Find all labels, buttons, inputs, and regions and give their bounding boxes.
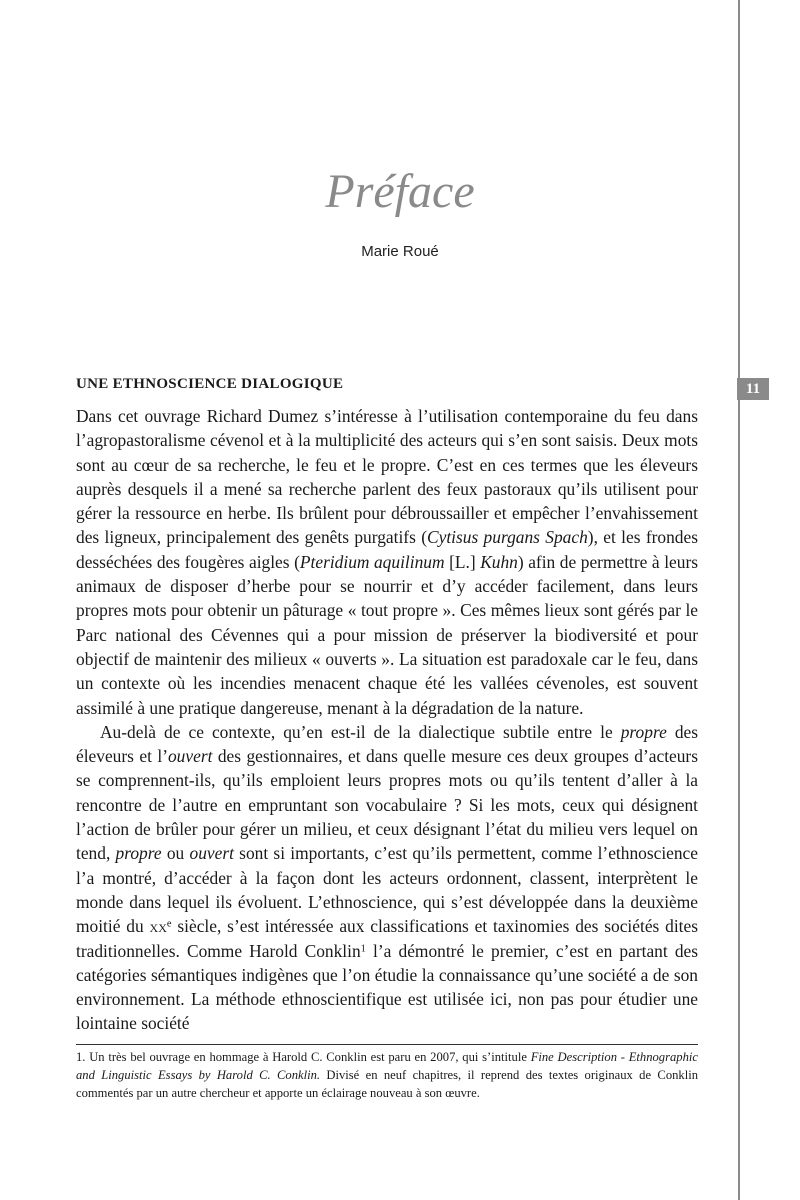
p2-text-3: des gestionnaires, et dans quelle mesure ces deux groupes d’acteurs se comprennent-ils, qu’ils emploient leurs propres mots ou qu’ils tentent d’aller à la rencontre de l’autre en empruntant son vocabulaire ? Si les mots, ceux qui désignent l’action de brûler pour gérer un milieu, et ceux désignant l’état du milieu vers lequel on tend, [76,746,698,864]
p2-term-propre-2: propre [115,843,162,864]
footnote-text-2: Divisé en neuf chapitres, il reprend des textes originaux de Conklin commentés par un autre chercheur et apporte un éclairage nouveau à son œuvre. [76,1068,698,1101]
p1-text-1: Dans cet ouvrage Richard Dumez s’intéresse à l’utilisation contemporaine du feu dans l’agropastoralisme cévenol et à la multiplicité des acteurs qui s’en sont saisis. Deux mots sont au cœur de sa recherche, le feu et le propre. C’est en ces termes que les éleveurs auprès desquels il a mené sa recherche parlent des feux pastoraux qu’ils utilisent pour gérer la ressource en herbe. Ils brûlent pour débroussailler et empêcher l’envahissement des ligneux, principalement des genêts purgatifs ( [76,406,698,548]
p1-text-2: ), et les frondes desséchées des fougères aigles ( [76,527,698,572]
body-text [76,404,698,1036]
footnote-text-1: 1. Un très bel ouvrage en hommage à Harold C. Conklin est paru en 2007, qui s’intitule [76,1050,531,1064]
p2-term-ouvert: ouvert [167,746,213,767]
p2-text-2: des éleveurs et l’ [76,721,699,767]
section-heading: UNE ETHNOSCIENCE DIALOGIQUE [76,376,344,392]
p1-author-kuhn: Kuhn [480,551,518,572]
p2-text-5: sont si importants, c’est qu’ils permettent, comme l’ethnoscience l’a montré, d’accéder à la façon dont les acteurs ordonnent, classent, interprètent le monde dans lequel ils évoluent. L’ethnoscience, qui s’est développée dans la deuxième moitié du [76,843,699,937]
page-number: 11 [737,378,769,400]
footnote-reference[interactable]: 1 [360,942,366,954]
page-title: Préface [325,165,475,218]
footnote-1 [76,1048,698,1103]
p2-text-7: l’a démontré le premier, c’est en partant des catégories sémantiques indigènes que l’on étudie la connaissance qu’une société a de son environnement. La méthode ethnoscientifique est utilisée ici, non pas pour étudier une lointaine société [76,940,699,1034]
footnote-rule [76,1044,698,1045]
p2-term-ouvert-2: ouvert [189,843,234,864]
author-name: Marie Roué [361,243,439,260]
paragraph-2 [76,720,698,1036]
p2-term-propre: propre [620,721,667,742]
p1-species-pteridium: Pteridium aquilinum [299,551,445,572]
footnote-book-title: Fine Description - Ethnographic and Linguistic Essays by Harold C. Conklin. [76,1050,698,1083]
p2-text-1: Au-delà de ce contexte, qu’en est-il de la dialectique subtile entre le [100,721,621,742]
p2-text-4: ou [161,843,190,864]
paragraph-1 [76,404,698,720]
p2-century-sup: e [166,918,172,930]
p2-century: xx [149,916,167,937]
p2-text-6: siècle, s’est intéressée aux classifications et taxinomies des sociétés dites traditionnelles. Comme Harold Conklin [76,916,699,961]
p1-text-3: [L.] [444,551,481,572]
p1-text-4: ) afin de permettre à leurs animaux de disposer d’herbe pour se nourrir et d’y accéder facilement, dans leurs propres mots pour obtenir un pâturage « tout propre ». Ces mêmes lieux sont gérés par le Parc national des Cévennes qui a pour mission de préserver la biodiversité et pour objectif de maintenir des milieux « ouverts ». La situation est paradoxale car le feu, dans un contexte où les incendies menacent chaque été les vallées cévenoles, est souvent assimilé à une pratique dangereuse, menant à la dégradation de la nature. [76,551,698,718]
p1-species-cytisus: Cytisus purgans Spach [427,527,588,548]
